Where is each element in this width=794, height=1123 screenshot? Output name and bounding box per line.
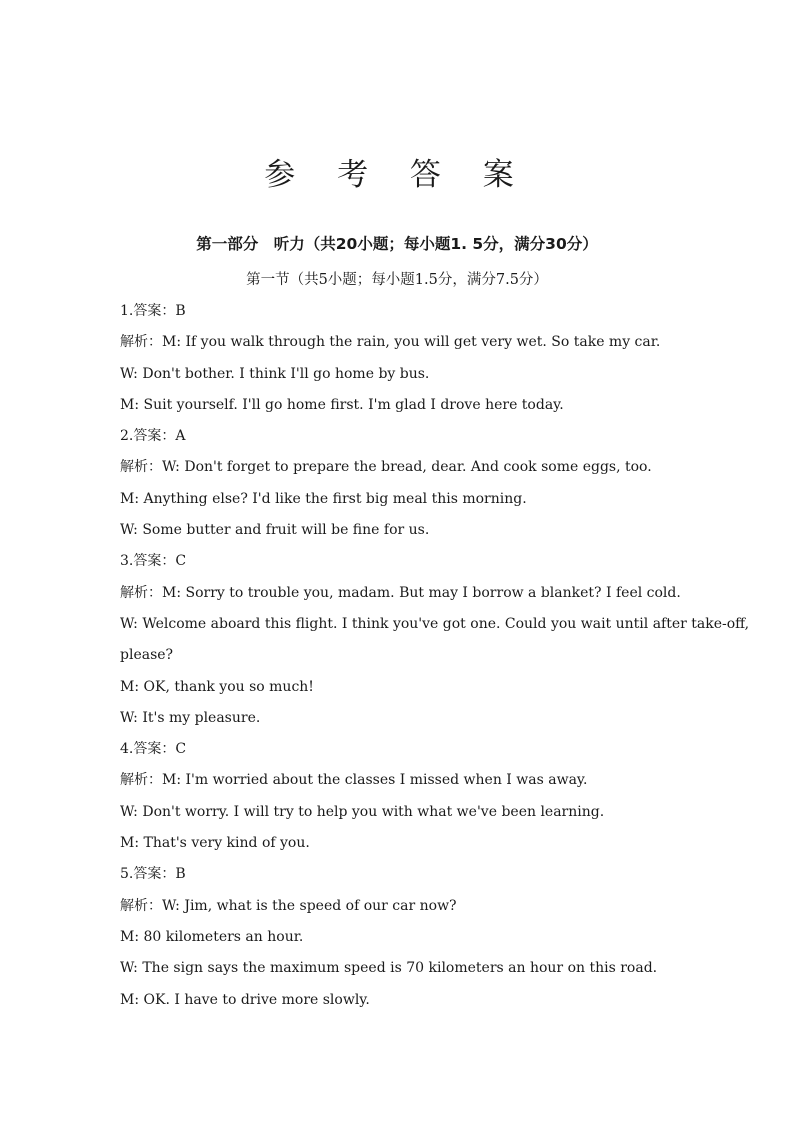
text-line: M: That's very kind of you. (120, 835, 310, 852)
section-heading: 第一节（共5小题；每小题1.5分，满分7.5分） (246, 272, 548, 288)
text-line: M: Suit yourself. I'll go home first. I'm glad I drove here today. (120, 396, 564, 413)
text-line: 2.答案：A (120, 428, 186, 445)
text-line: W: The sign says the maximum speed is 70 kilometers an hour on this road. (120, 960, 658, 977)
text-line: 1.答案：B (120, 303, 186, 319)
page-title: 参 考 答 案 (264, 156, 530, 193)
text-line: 解析：M: If you walk through the rain, you will get very wet. So take my car. (120, 334, 661, 351)
text-line: M: OK, thank you so much! (120, 678, 314, 695)
text-line: 4.答案：C (120, 741, 187, 758)
text-line: M: OK. I have to drive more slowly. (120, 991, 370, 1008)
text-line: W: Welcome aboard this flight. I think you've got one. Could you wait until after take-off, (120, 615, 750, 632)
text-line: W: Don't bother. I think I'll go home by bus. (120, 365, 430, 382)
text-line: 解析：M: I'm worried about the classes I missed when I was away. (120, 772, 588, 789)
text-line: M: 80 kilometers an hour. (120, 928, 304, 945)
text-line: 解析：W: Don't forget to prepare the bread, dear. And cook some eggs, too. (120, 459, 652, 476)
text-line: W: Don't worry. I will try to help you with what we've been learning. (120, 803, 605, 820)
text-line: please? (120, 647, 174, 664)
text-line: W: Some butter and fruit will be fine for us. (120, 522, 430, 539)
text-line: 5.答案：B (120, 866, 186, 883)
text-line: W: It's my pleasure. (120, 709, 261, 726)
text-line: M: Anything else? I'd like the first big meal this morning. (120, 490, 527, 507)
text-line: 3.答案：C (120, 553, 187, 570)
text-line: 解析：M: Sorry to trouble you, madam. But may I borrow a blanket? I feel cold. (120, 584, 681, 601)
text-line: 解析：W: Jim, what is the speed of our car now? (120, 897, 457, 914)
answer-body (120, 296, 750, 1016)
part-heading: 第一部分 听力（共20小题；每小题1. 5分，满分30分） (196, 235, 598, 253)
